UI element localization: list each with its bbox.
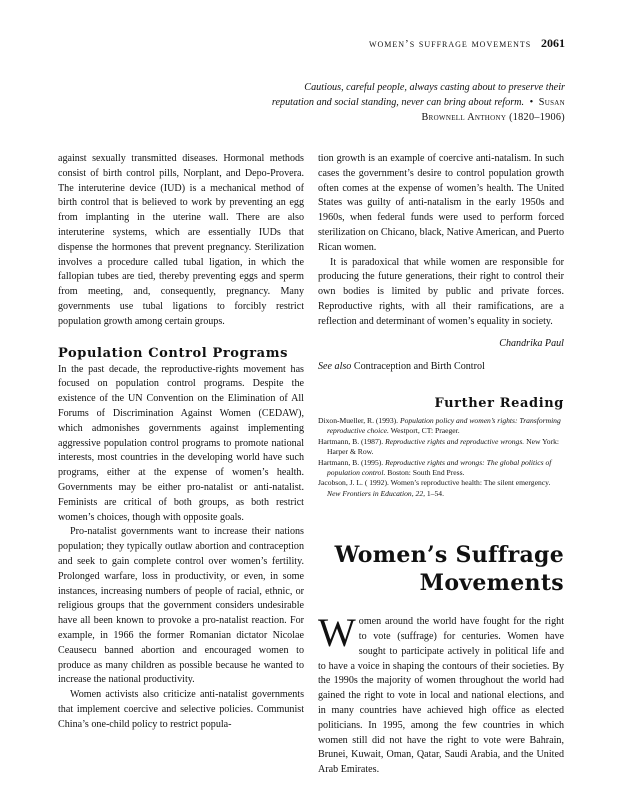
reference-author: Dixon-Mueller, R. (1993). bbox=[318, 415, 400, 425]
entry-paragraph-text: omen around the world have fought for the right to vote (suffrage) for centuries. Women have sought to participate actively in political life and to have a voice in shaping the contours of their societies. By the 1990s the majority of women throughout the world had gained the right to vote in local and national elections, and in many countries have achieved high office as elected politicians. In 1995, among the few countries in which women still did not have the right to vote were Bahrain, Brunei, Kuwait, Oman, Qatar, Saudi Arabia, and the United Arab Emirates. bbox=[318, 616, 564, 776]
reference-publisher: Boston: South End Press. bbox=[385, 467, 465, 477]
reference-title: Reproductive rights and wrongs: The global politics of population control. bbox=[327, 457, 552, 477]
left-paragraph-3: Pro-natalist governments want to increase their nations population; they typically outlaw abortion and contraception and seek to gain complete control over women’s fertility. Prolonged warfare, loss in productivity, or even, in some instances, increasing numbers of people of racial, ethnic, or religious groups that the government considers undesirable have all been known to provoke a pro-natalist reaction. For example, in 1966 the former Romanian dictator Nicolae Ceausecu banned abortion and encouraged women to produce as many children as possible because he wanted to increase the national productivity. bbox=[58, 526, 304, 686]
epigraph-bullet: • bbox=[529, 97, 534, 108]
entry-paragraph-1 bbox=[318, 610, 564, 778]
epigraph bbox=[265, 80, 565, 125]
see-also-label: See also bbox=[318, 361, 352, 373]
reference-title: Population policy and women’s rights: Transforming reproductive choice. bbox=[327, 415, 561, 436]
author-signoff: Chandrika Paul bbox=[499, 337, 564, 349]
reference-author: Hartmann, B. (1987). bbox=[318, 436, 386, 446]
entry-title bbox=[318, 541, 564, 597]
page-number: 2061 bbox=[541, 36, 565, 50]
reference-publisher: Westport, CT: Praeger. bbox=[388, 426, 460, 436]
reference-title: Reproductive rights and reproductive wrongs. bbox=[385, 436, 525, 446]
left-paragraph-2: In the past decade, the reproductive-rights movement has focused on population control programs. Despite the existence of the UN Convention on the Elimination of All Forums of Discrimination Against Women (CEDAW), which admonishes governments against implementing aggressive population control programs to promote national interests, most countries in the developing world have such programs, either at the expense of women’s health. Governments may be either pro-natalist or anti-natalist. Feminists are critical of both groups, as both restrict women’s choices, though with opposite goals. bbox=[58, 363, 304, 523]
right-column bbox=[318, 152, 564, 778]
right-paragraph-1: tion growth is an example of coercive anti-natalism. In such cases the government’s desire to control population growth often comes at the expense of women’s health. The United States was guilty of anti-natalism in the early 1950s and 1960s, when federal funds were used to perform forced sterilization on Chicano, black, Native American, and Puerto Rican women. bbox=[318, 153, 564, 253]
reference-publisher: 1–54. bbox=[425, 488, 444, 498]
further-reading-heading: Further Reading bbox=[434, 396, 564, 412]
left-paragraph-1: against sexually transmitted diseases. Hormonal methods consist of birth control pills, Norplant, and Depo-Provera. The interuterine device (IUD) is a mechanical method of birth control that is believed to work by preventing an egg from implanting in the uterine wall. There are also interuterine systems, which are essentially IUDs that dispense the hormones that prevent pregnancy. Sterilization involves a procedure called tubal ligation, in which the fallopian tubes are tied, thereby preventing eggs and sperm from meeting, and, consequently, pregnancy. Many governments use tubal ligations to forcibly restrict population growth among certain groups. bbox=[58, 153, 304, 327]
right-paragraph-2: It is paradoxical that while women are responsible for producing the future generations, their right to control their own bodies is limited by public and private forces. Reproductive rights, with all their ramifications, are a reflection and determinant of women’s equality in society. bbox=[318, 256, 564, 327]
see-also-link[interactable]: Contraception and Birth Control bbox=[353, 361, 485, 373]
drop-cap: W bbox=[318, 610, 356, 656]
reference-item bbox=[318, 416, 564, 437]
reference-author: Jacobson, J. L. ( 1992). Women’s reproductive health: The silent emergency. bbox=[318, 478, 551, 488]
reference-item bbox=[318, 478, 564, 499]
reference-item bbox=[318, 458, 564, 479]
see-also bbox=[318, 360, 564, 375]
left-paragraph-4: Women activists also criticize anti-natalist governments that implement coercive and selective policies. Communist China’s one-child policy to restrict popula- bbox=[58, 689, 304, 730]
reference-publisher: New York: Harper & Row. bbox=[327, 436, 560, 457]
reference-title: New Frontiers in Education, 22, bbox=[327, 488, 426, 498]
reference-author: Hartmann, B. (1995). bbox=[318, 457, 386, 467]
running-head bbox=[369, 36, 565, 51]
entry-title-line-2: Movements bbox=[419, 570, 564, 597]
left-column bbox=[58, 152, 304, 732]
section-heading-population-control: Population Control Programs bbox=[58, 345, 288, 361]
epigraph-attribution: Susan Brownell Anthony (1820–1906) bbox=[421, 97, 565, 123]
running-head-title: women’s suffrage movements bbox=[368, 38, 532, 50]
entry-title-line-1: Women’s Suffrage bbox=[334, 542, 564, 569]
epigraph-quote: Cautious, careful people, always casting about to preserve their reputation and social standing, never can bring about reform. bbox=[271, 82, 565, 108]
reference-item bbox=[318, 437, 564, 458]
